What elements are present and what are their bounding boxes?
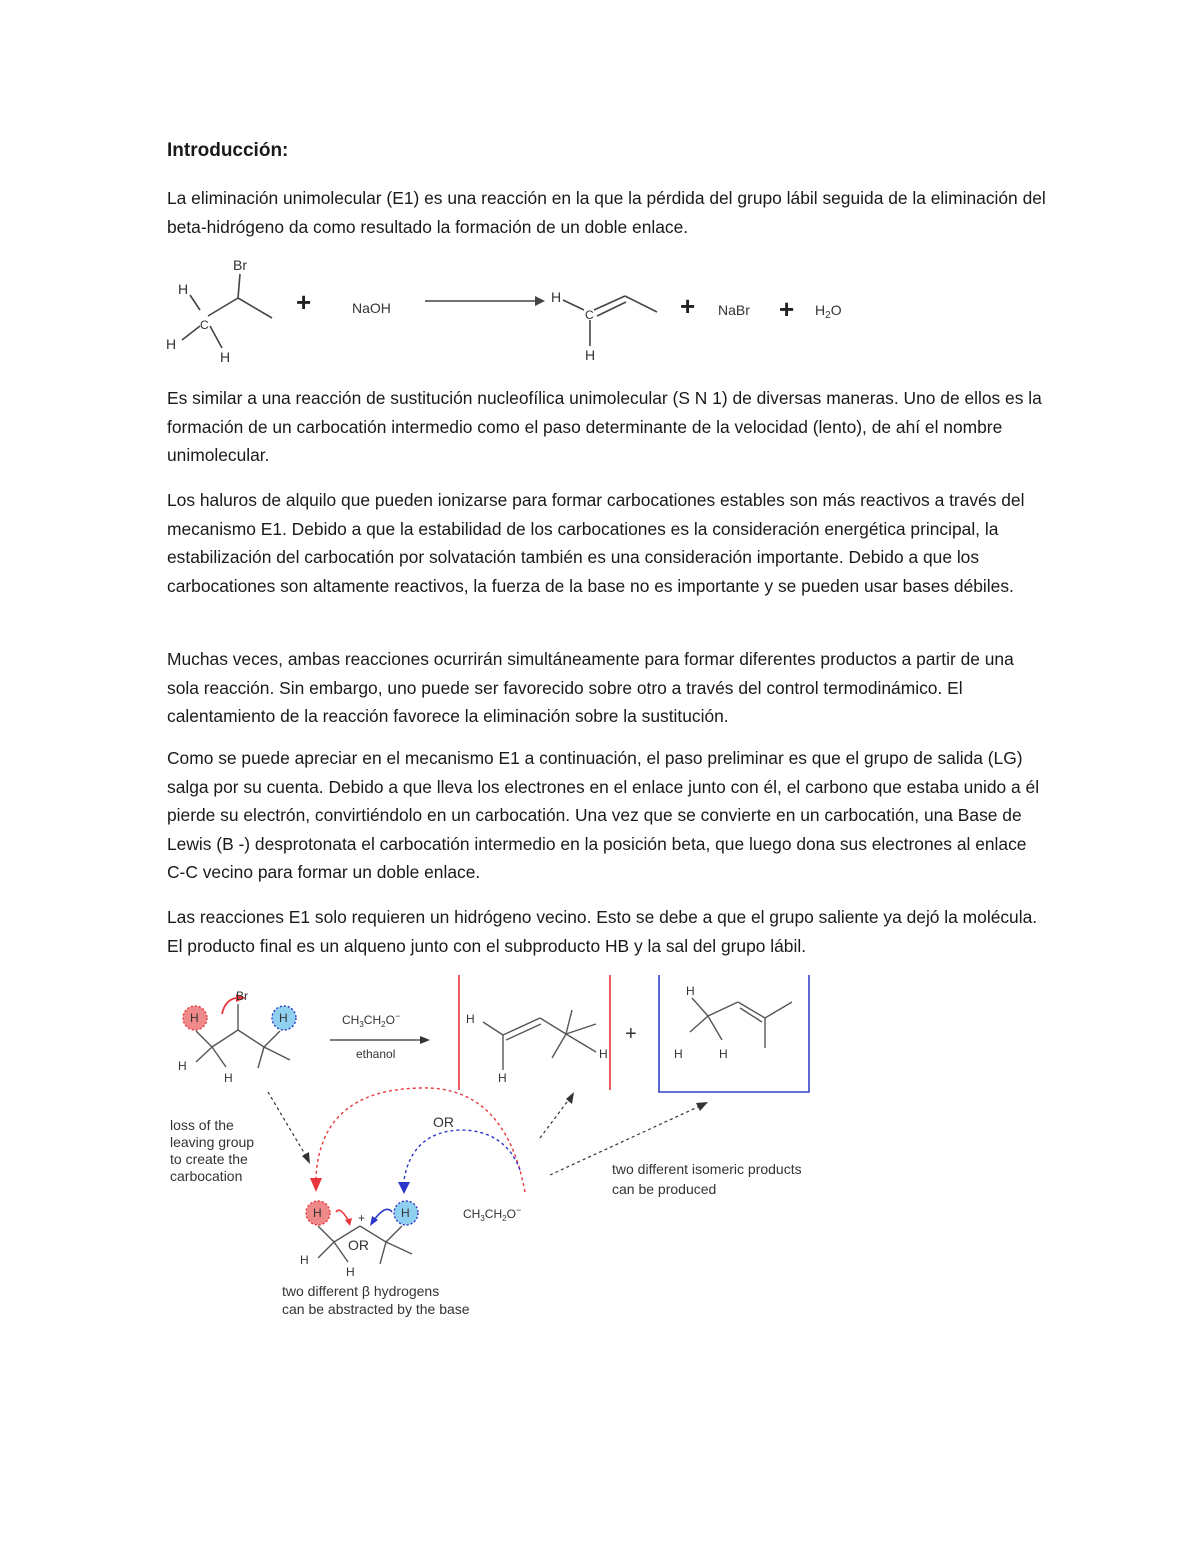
atom-c-product: C bbox=[585, 308, 594, 322]
e1-mechanism-diagram bbox=[0, 970, 1200, 1330]
label-loss-2: leaving group bbox=[170, 1134, 255, 1150]
atom-h-left: H bbox=[166, 336, 177, 352]
cation-h-bottom: H bbox=[346, 1265, 355, 1279]
paragraph-intro: La eliminación unimolecular (E1) es una reacción en la que la pérdida del grupo lábil seguida de la eliminación del beta-hidrógeno da como resultado la formación de un doble enlace. bbox=[167, 188, 1046, 237]
cation-circle-h-red: H bbox=[313, 1206, 322, 1220]
cation-h-left: H bbox=[300, 1253, 309, 1267]
atom-h-top: H bbox=[178, 281, 189, 297]
label-isomeric-1: two different isomeric products bbox=[612, 1161, 802, 1177]
atom-h-bottom: H bbox=[220, 349, 231, 365]
plus-sign-2: + bbox=[680, 291, 696, 321]
red-base-arrow bbox=[316, 1088, 525, 1192]
prod1-h-right: H bbox=[599, 1047, 608, 1061]
label-beta-1: two different β hydrogens bbox=[282, 1283, 440, 1299]
atom-c: C bbox=[200, 318, 209, 332]
label-loss-4: carbocation bbox=[170, 1168, 243, 1184]
circle-h-red: H bbox=[190, 1011, 199, 1025]
products-plus: + bbox=[625, 1023, 637, 1045]
reaction-scheme bbox=[0, 250, 1200, 370]
solvent-ethanol: ethanol bbox=[356, 1047, 396, 1061]
blue-base-arrow bbox=[404, 1130, 520, 1180]
leaving-group-arrow bbox=[222, 998, 236, 1014]
base-ethoxide: $CH_3CH_2O^-$ bbox=[463, 1205, 522, 1223]
mech-h-bottom: H bbox=[224, 1071, 233, 1085]
blue-product-box bbox=[659, 975, 809, 1092]
label-loss-1: loss of the bbox=[170, 1117, 234, 1133]
prod2-h-bottom: H bbox=[719, 1047, 728, 1061]
prod1-h-left: H bbox=[466, 1012, 475, 1026]
label-loss-3: to create the bbox=[170, 1151, 248, 1167]
or-label-top: OR bbox=[433, 1114, 454, 1130]
page-heading: Introducción: bbox=[167, 140, 289, 161]
reagent-ethoxide: $CH_3CH_2O^-$ bbox=[342, 1011, 401, 1029]
label-beta-2: can be abstracted by the base bbox=[282, 1301, 470, 1317]
prod2-h-left: H bbox=[674, 1047, 683, 1061]
mech-h-left: H bbox=[178, 1059, 187, 1073]
paragraph-sn1-comparison: Es similar a una reacción de sustitución nucleofílica unimolecular (S N 1) de diversas maneras. Uno de ellos es la formación de un carbocatión intermedio como el paso determinante de la velocidad (lento), de ahí el nombre unimolecular. bbox=[167, 388, 1042, 466]
prod1-h-bottom: H bbox=[498, 1071, 507, 1085]
paragraph-competition: Muchas veces, ambas reacciones ocurrirán simultáneamente para formar diferentes productos a partir de una sola reacción. Sin embargo, uno puede ser favorecido sobre otro a través del control termodinámico. El calentamiento de la reacción favorece la eliminación sobre la sustitución. bbox=[167, 649, 1014, 727]
atom-h-product-top: H bbox=[551, 289, 562, 305]
circle-h-blue: H bbox=[279, 1011, 288, 1025]
paragraph-e1-requirements: Las reacciones E1 solo requieren un hidrógeno vecino. Esto se debe a que el grupo saliente ya dejó la molécula. El producto final es un alqueno junto con el subproducto HB y la sal del grupo lábil. bbox=[167, 907, 1038, 956]
product-water: $H_2O$ bbox=[815, 302, 842, 321]
carbocation-charge: + bbox=[358, 1211, 366, 1225]
prod2-h-top: H bbox=[686, 984, 695, 998]
label-isomeric-2: can be produced bbox=[612, 1181, 717, 1197]
reagent-naoh: NaOH bbox=[352, 300, 391, 316]
plus-sign-1: + bbox=[296, 287, 312, 317]
or-label-bottom: OR bbox=[348, 1237, 369, 1253]
atom-br: Br bbox=[233, 257, 247, 273]
product-nabr: NaBr bbox=[718, 302, 750, 318]
mech-br: Br bbox=[236, 989, 248, 1003]
plus-sign-3: + bbox=[779, 294, 795, 324]
paragraph-mechanism: Como se puede apreciar en el mecanismo E1 a continuación, el paso preliminar es que el grupo de salida (LG) salga por su cuenta. Debido a que lleva los electrones en el enlace junto con él, el carbono que estaba unido a él pierde su electrón, convirtiéndolo en un carbocatión. Una vez que se convierte en un carbocatión, una Base de Lewis (B -) desprotonata el carbocatión intermedio en la posición beta, que luego dona sus electrones al enlace C-C vecino para formar un doble enlace. bbox=[167, 748, 1040, 883]
paragraph-alkyl-halides: Los haluros de alquilo que pueden ionizarse para formar carbocationes estables son más reactivos a través del mecanismo E1. Debido a que la estabilidad de los carbocationes es la consideración energética principal, la estabilización del carbocatión por solvatación también es una consideración importante. Debido a que los carbocationes son altamente reactivos, la fuerza de la base no es importante y se pueden usar bases débiles. bbox=[167, 490, 1025, 596]
cation-circle-h-blue: H bbox=[401, 1206, 410, 1220]
atom-h-product-bottom: H bbox=[585, 347, 596, 363]
